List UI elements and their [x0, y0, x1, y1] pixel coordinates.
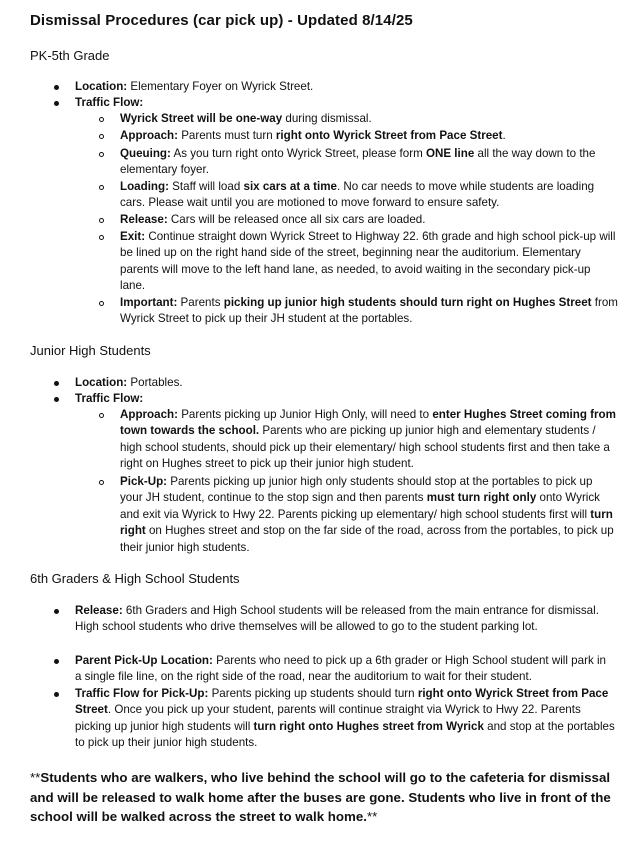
- bullet-icon: [54, 85, 59, 90]
- sub-bullet-icon: [99, 185, 104, 190]
- sub-bullet-icon: [99, 413, 104, 418]
- sub-bullet-icon: [99, 480, 104, 485]
- hs-traffic-flow-item: Traffic Flow for Pick-Up: Parents picking up students should turn right onto Wyrick Street from Pace Street. Once you pick up your student, parents will continue straight via Wyrick to Hwy 22. Parents picking up junior high students will turn right onto Hughes street from Wyrick and stop at the portables to pick up their junior high students.: [75, 687, 615, 750]
- hs-release-item: Release: 6th Graders and High School students will be released from the main entrance for dismissal. High school students who drive themselves will be allowed to go to the student parking lot.: [75, 604, 599, 634]
- hs-parent-pickup-item: Parent Pick-Up Location: Parents who need to pick up a 6th grader or High School student will park in a single file line, on the right side of the road, near the auditorium to wait for their student.: [75, 654, 606, 684]
- pk5-loading-item: Loading: Staff will load six cars at a time. No car needs to move while students are loading cars. Please wait until you are motioned to move forward to ensure safety.: [120, 180, 595, 210]
- sub-bullet-icon: [99, 117, 104, 122]
- bullet-icon: [54, 659, 59, 664]
- jh-pickup-item: Pick-Up: Parents picking up junior high only students should stop at the portables to pick up your JH student, continue to the stop sign and then parents must turn right only onto Wyrick and exit via Wyrick to Hwy 22. Parents picking up elementary/ high school students first will turn right on Hughes street and stop on the far side of the road, across from the portables, to pick up their junior high students.: [120, 475, 614, 554]
- bullet-icon: [54, 609, 59, 614]
- jh-approach-item: Approach: Parents picking up Junior High Only, will need to enter Hughes Street coming from town towards the school. Parents who are picking up junior high and elementary students / high school students, should pick up their elementary/ high school students first and then take a right on Hughes street to pick up their junior high student.: [120, 408, 616, 471]
- bullet-icon: [54, 692, 59, 697]
- document-title: Dismissal Procedures (car pick up) - Updated 8/14/25: [30, 12, 413, 29]
- pk5-exit-item: Exit: Continue straight down Wyrick Street to Highway 22. 6th grade and high school pick-up will be lined up on the right hand side of the street, beginning near the auditorium. Elementary parents will move to the left hand lane, as needed, to avoid waiting in the secondary pick-up lane.: [120, 230, 616, 293]
- bullet-icon: [54, 381, 59, 386]
- pk5-queuing-item: Queuing: As you turn right onto Wyrick Street, please form ONE line all the way down to the elementary foyer.: [120, 147, 596, 177]
- sub-bullet-icon: [99, 134, 104, 139]
- pk5-traffic-flow-label: Traffic Flow:: [75, 96, 144, 109]
- pk5-important-item: Important: Parents picking up junior high students should turn right on Hughes Street from Wyrick Street to pick up their JH student at the portables.: [120, 296, 618, 326]
- sub-bullet-icon: [99, 301, 104, 306]
- bullet-icon: [54, 101, 59, 106]
- sub-bullet-icon: [99, 218, 104, 223]
- pk5-location-item: Location: Elementary Foyer on Wyrick Street.: [75, 80, 314, 93]
- sub-bullet-icon: [99, 152, 104, 157]
- bullet-icon: [54, 397, 59, 402]
- walkers-note: **Students who are walkers, who live behind the school will go to the cafeteria for dismissal and will be released to walk home after the buses are gone. Students who live in front of the school will be walked across the street to walk home.**: [30, 770, 611, 824]
- pk5-one-way-item: Wyrick Street will be one-way during dismissal.: [120, 112, 372, 125]
- jh-location-item: Location: Portables.: [75, 376, 183, 389]
- pk5-release-item: Release: Cars will be released once all six cars are loaded.: [120, 213, 426, 226]
- section-heading-junior-high: Junior High Students: [30, 343, 151, 358]
- section-heading-pk5: PK-5th Grade: [30, 48, 110, 63]
- section-heading-high-school: 6th Graders & High School Students: [30, 571, 240, 586]
- pk5-approach-item: Approach: Parents must turn right onto Wyrick Street from Pace Street.: [120, 129, 506, 142]
- sub-bullet-icon: [99, 235, 104, 240]
- jh-traffic-flow-label: Traffic Flow:: [75, 392, 144, 405]
